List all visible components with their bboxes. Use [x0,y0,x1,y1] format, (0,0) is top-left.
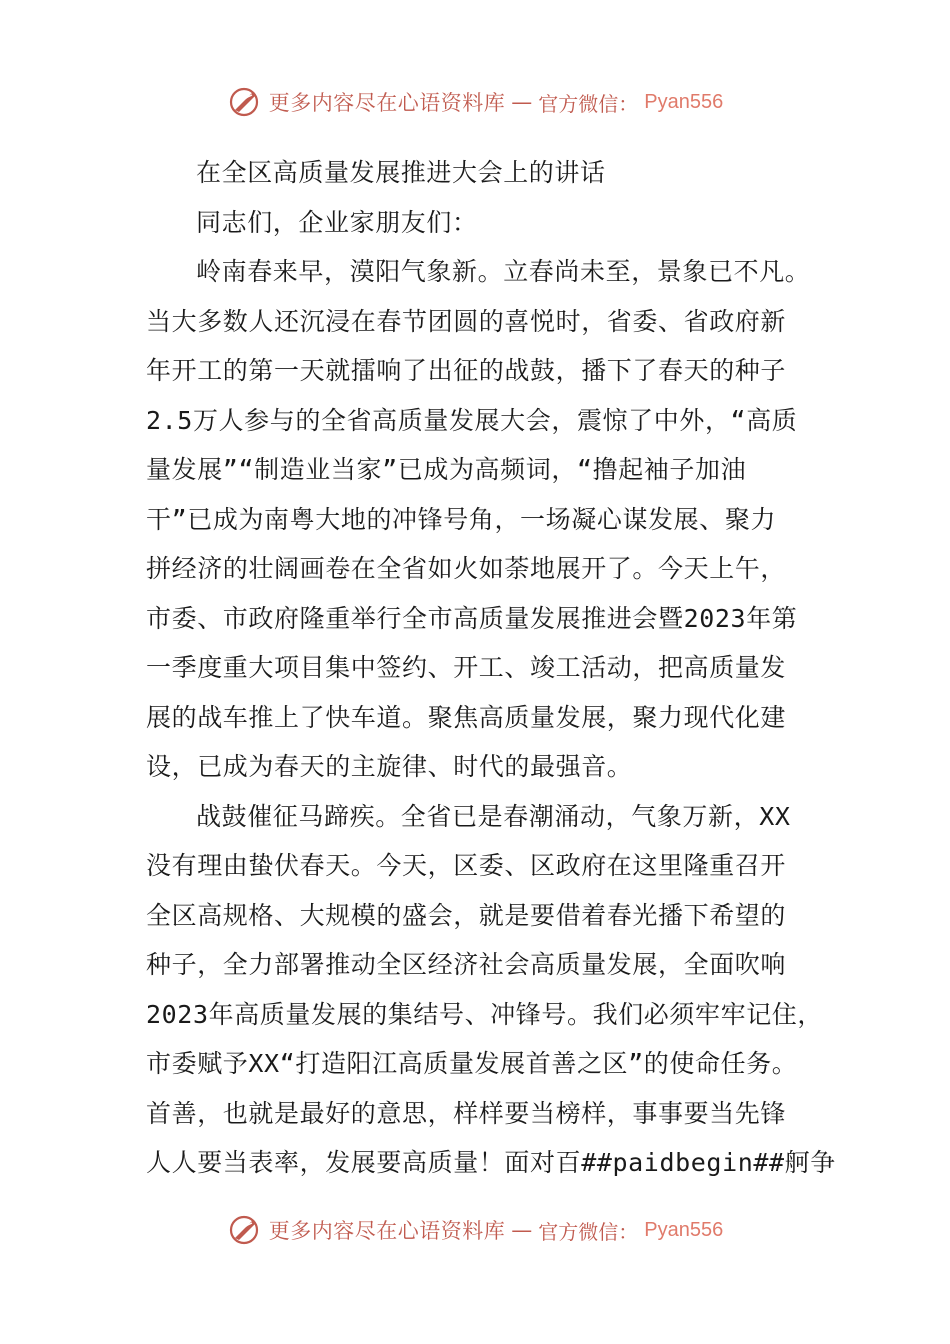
paragraph-line: 量发展”“制造业当家”已成为高频词，“撸起袖子加油 [146,455,747,484]
paragraph-line: 2023年高质量发展的集结号、冲锋号。我们必须牢牢记住， [146,999,824,1029]
quill-logo-icon [227,1212,263,1248]
paragraph-line: 岭南春来早，漠阳气象新。立春尚未至，景象已不凡。 [196,257,811,286]
document-body [146,148,836,1188]
paragraph-line: 市委赋予XX“打造阳江高质量发展首善之区”的使命任务。 [146,1049,798,1078]
watermark-wechat-id: Pyan556 [644,1218,724,1241]
paragraph-line: 全区高规格、大规模的盛会，就是要借着春光播下希望的 [146,900,787,930]
paragraph-line: 种子，全力部署推动全区经济社会高质量发展，全面吹响 [146,950,787,979]
watermark-wechat-label: 官方微信： [538,1219,639,1244]
paragraph-line: 首善，也就是最好的意思，样样要当榜样，事事要当先锋 [146,1098,787,1128]
paragraph-line: 没有理由蛰伏春天。今天，区委、区政府在这里隆重召开 [146,851,787,880]
header-watermark [0,84,950,120]
paragraph-line: 设，已成为春天的主旋律、时代的最强音。 [146,752,633,781]
document-title: 在全区高质量发展推进大会上的讲话 [196,158,606,187]
watermark-text: 更多内容尽在心语资料库 [268,1219,506,1243]
watermark-separator: — [511,1218,533,1242]
watermark-separator: — [511,90,533,114]
watermark-wechat-id: Pyan556 [644,90,724,113]
paragraph-line: 人人要当表率，发展要高质量！面对百##paidbegin##舸争 [146,1148,836,1177]
paragraph-line: 展的战车推上了快车道。聚焦高质量发展，聚力现代化建 [146,702,787,732]
paragraph-line: 战鼓催征马蹄疾。全省已是春潮涌动，气象万新，XX [196,801,791,831]
paragraph-line: 市委、市政府隆重举行全市高质量发展推进会暨2023年第 [146,603,798,633]
quill-logo-icon [227,84,263,120]
watermark-wechat-label: 官方微信： [538,91,639,116]
paragraph-line: 年开工的第一天就擂响了出征的战鼓，播下了春天的种子 [146,356,787,385]
paragraph-line: 干”已成为南粤大地的冲锋号角，一场凝心谋发展、聚力 [146,504,777,534]
paragraph-line: 2.5万人参与的全省高质量发展大会，震惊了中外，“高质 [146,405,798,435]
paragraph-line: 拼经济的壮阔画卷在全省如火如荼地展开了。今天上午， [146,554,787,583]
salutation: 同志们，企业家朋友们： [196,207,478,237]
watermark-text: 更多内容尽在心语资料库 [268,91,506,115]
paragraph-line: 一季度重大项目集中签约、开工、竣工活动，把高质量发 [146,653,787,682]
paragraph-line: 当大多数人还沉浸在春节团圆的喜悦时，省委、省政府新 [146,306,787,336]
footer-watermark [0,1212,950,1248]
